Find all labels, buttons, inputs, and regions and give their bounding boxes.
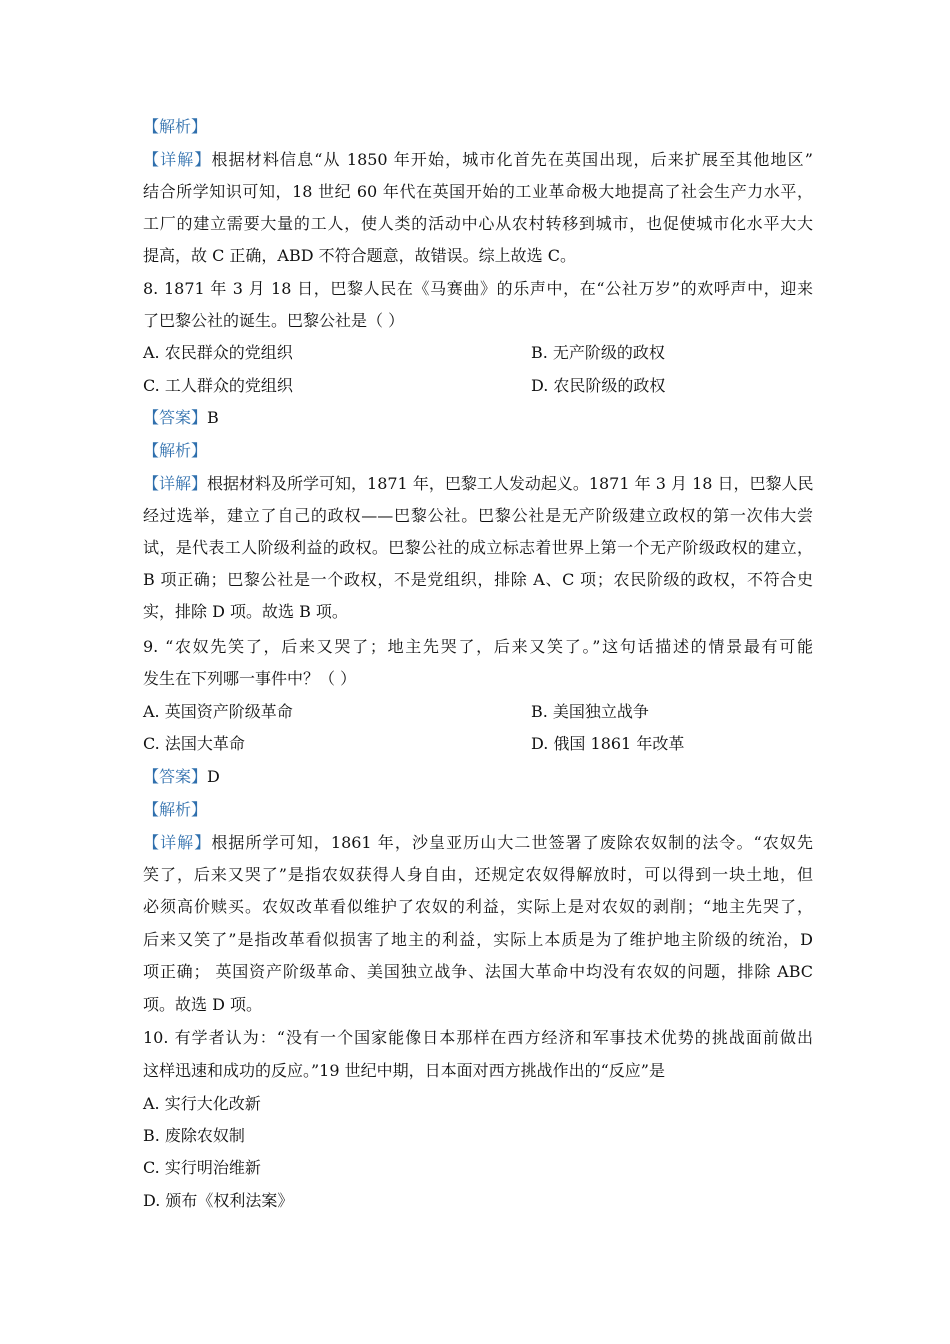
q10-option-c: C. 实行明治维新	[143, 1158, 261, 1177]
q9-stem-line: 9. “农奴先笑了，后来又哭了；地主先哭了，后来又笑了。”这句话描述的情景最有可能	[143, 637, 813, 656]
detail-line: 实，排除 D 项。故选 B 项。	[143, 602, 348, 621]
detail-line: 后来又笑了”是指改革看似损害了地主的利益，实际上本质是为了维护地主阶级的统治，D	[143, 930, 813, 949]
q10-stem-line: 这样迅速和成功的反应。”19 世纪中期，日本面对西方挑战作出的“反应”是	[143, 1061, 665, 1080]
q10-stem-line: 10. 有学者认为：“没有一个国家能像日本那样在西方经济和军事技术优势的挑战面前做出	[143, 1028, 813, 1047]
q9-option-a: A. 英国资产阶级革命	[143, 702, 293, 721]
detail-line: 项正确； 英国资产阶级革命、美国独立战争、法国大革命中均没有农奴的问题，排除 ABC	[143, 962, 813, 981]
detail-line: 试，是代表工人阶级利益的政权。巴黎公社的成立标志着世界上第一个无产阶级政权的建立，	[143, 538, 813, 557]
q8-option-a: A. 农民群众的党组织	[143, 343, 293, 362]
analysis-tag: 【解析】	[143, 441, 208, 460]
detail-line: B 项正确；巴黎公社是一个政权，不是党组织，排除 A、C 项；农民阶级的政权，不符合史	[143, 570, 813, 589]
q9-option-b: B. 美国独立战争	[531, 702, 649, 721]
q9-option-d: D. 俄国 1861 年改革	[531, 734, 685, 753]
q9-option-c: C. 法国大革命	[143, 734, 245, 753]
analysis-tag: 【解析】	[143, 800, 208, 819]
q8-stem-line: 了巴黎公社的诞生。巴黎公社是（ ）	[143, 311, 405, 330]
detail-line: 结合所学知识可知，18 世纪 60 年代在英国开始的工业革命极大地提高了社会生产力水平，	[143, 182, 813, 201]
q9-stem-line: 发生在下列哪一事件中？（ ）	[143, 669, 357, 688]
detail-tag: 【详解】	[143, 474, 208, 493]
answer-tag: 【答案】	[143, 767, 208, 786]
q8-stem-line: 8. 1871 年 3 月 18 日，巴黎人民在《马赛曲》的乐声中，在“公社万岁”的欢呼声中，迎来	[143, 279, 813, 298]
detail-line: 提高，故 C 正确，ABD 不符合题意，故错误。综上故选 C。	[143, 246, 576, 265]
q10-option-d: D. 颁布《权利法案》	[143, 1191, 294, 1210]
q9-answer	[143, 766, 813, 788]
analysis-tag: 【解析】	[143, 117, 208, 136]
q8-answer	[143, 407, 813, 429]
detail-line: 【详解】根据所学可知，1861 年，沙皇亚历山大二世签署了废除农奴制的法令。“农奴先	[143, 833, 813, 852]
answer-value: D	[207, 767, 220, 786]
detail-line: 经过选举，建立了自己的政权——巴黎公社。巴黎公社是无产阶级建立政权的第一次伟大尝	[143, 506, 813, 525]
answer-tag: 【答案】	[143, 408, 208, 427]
detail-line: 【详解】根据材料及所学可知，1871 年，巴黎工人发动起义。1871 年 3 月 18 日，巴黎人民	[143, 474, 814, 493]
q8-option-b: B. 无产阶级的政权	[531, 343, 665, 362]
detail-line: 【详解】根据材料信息“从 1850 年开始，城市化首先在英国出现，后来扩展至其他地区”	[143, 150, 813, 169]
q10-option-b: B. 废除农奴制	[143, 1126, 245, 1145]
q8-option-c: C. 工人群众的党组织	[143, 376, 293, 395]
detail-line: 笑了，后来又哭了”是指农奴获得人身自由，还规定农奴得解放时，可以得到一块土地，但	[143, 865, 813, 884]
detail-tag: 【详解】	[143, 150, 212, 169]
detail-line: 项。故选 D 项。	[143, 995, 263, 1014]
detail-line: 必须高价赎买。农奴改革看似维护了农奴的利益，实际上是对农奴的剥削；“地主先哭了，	[143, 897, 813, 916]
answer-value: B	[207, 408, 219, 427]
detail-line: 工厂的建立需要大量的工人，使人类的活动中心从农村转移到城市，也促使城市化水平大大	[143, 214, 813, 233]
q10-option-a: A. 实行大化改新	[143, 1094, 261, 1113]
q8-option-d: D. 农民阶级的政权	[531, 376, 666, 395]
detail-tag: 【详解】	[143, 833, 212, 852]
